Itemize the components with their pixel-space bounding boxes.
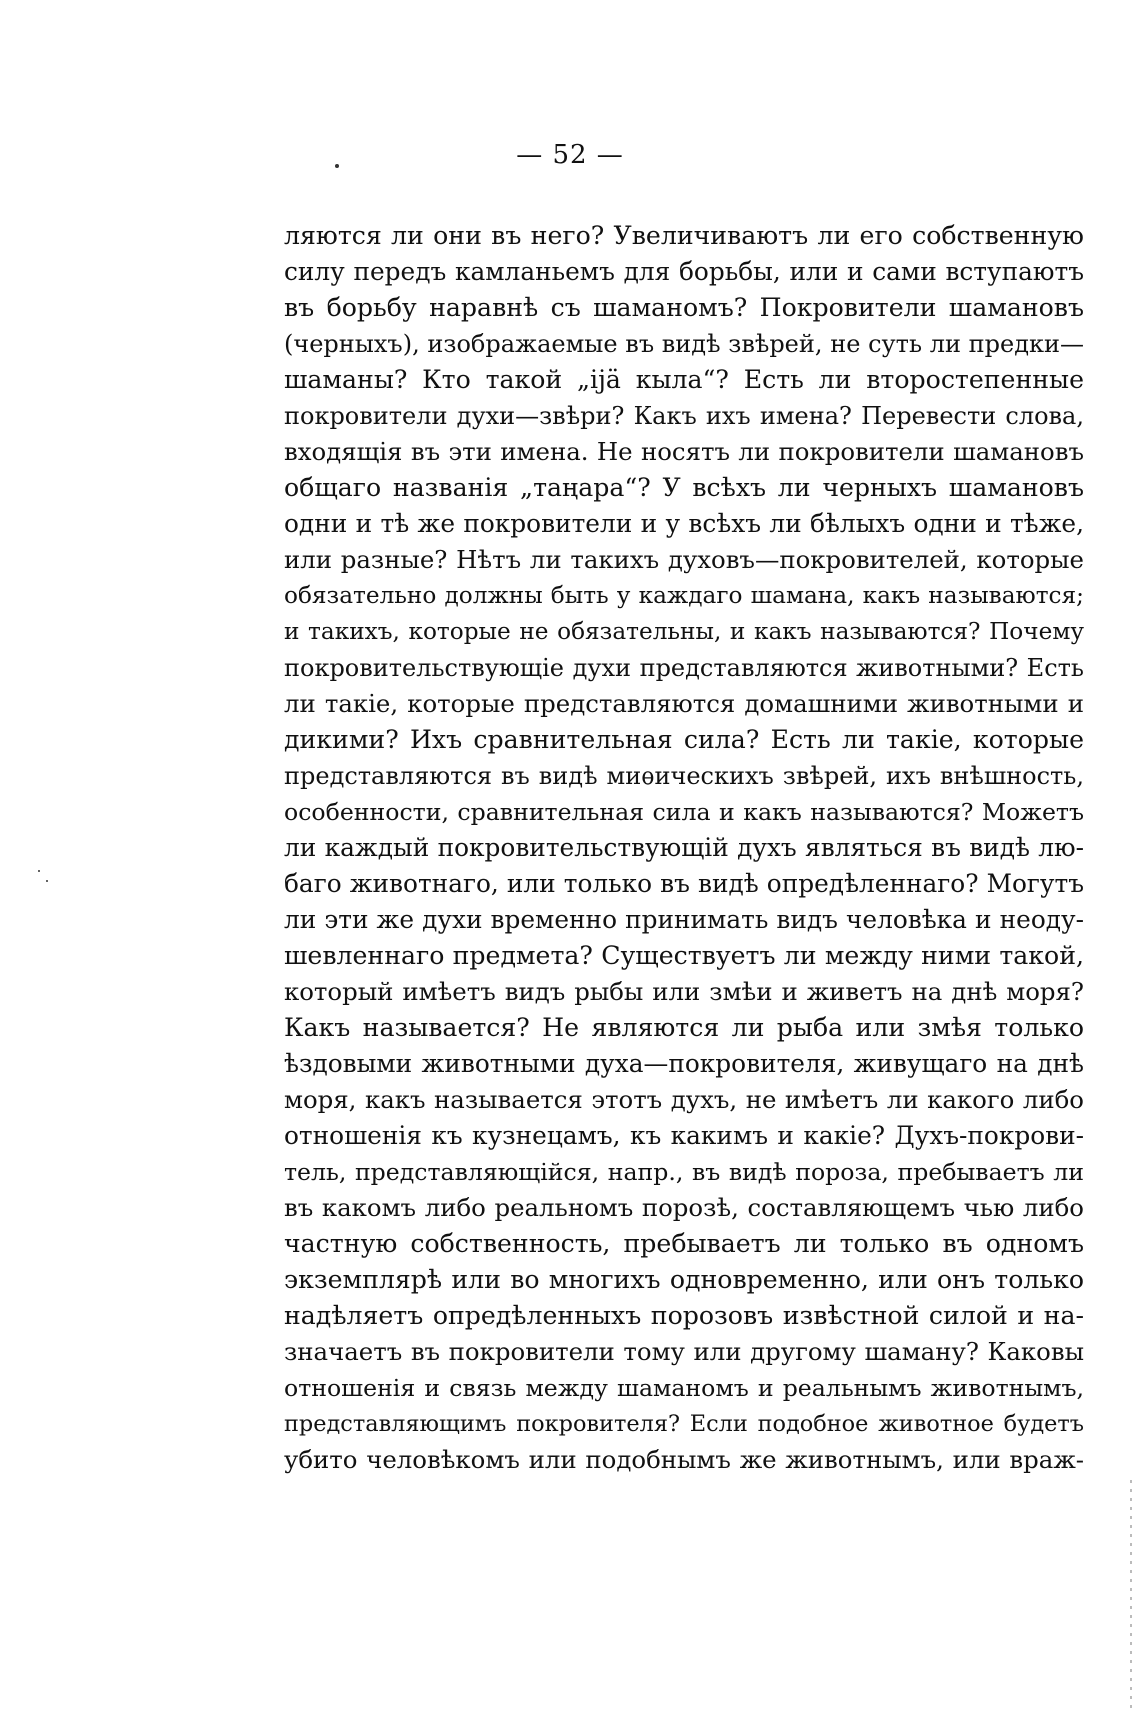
- text-line: тель, представляющійся, напр., въ видѣ пороза, пребываетъ ли: [284, 1158, 1084, 1186]
- body-text: [284, 218, 1084, 1478]
- text-line: баго животнаго, или только въ видѣ опредѣленнаго? Могутъ: [284, 869, 1084, 898]
- text-line: Какъ называется? Не являются ли рыба или змѣя только: [284, 1013, 1084, 1042]
- print-speck: [46, 880, 48, 882]
- text-line: или разные? Нѣтъ ли такихъ духовъ—покровителей, которые: [284, 545, 1084, 574]
- text-line: входящія въ эти имена. Не носятъ ли покровители шамановъ: [284, 437, 1084, 466]
- text-line: отношенія и связь между шаманомъ и реальнымъ животнымъ,: [284, 1374, 1084, 1402]
- text-line: силу передъ камланьемъ для борьбы, или и сами вступаютъ: [284, 257, 1084, 286]
- text-line: отношенія къ кузнецамъ, къ какимъ и какіе? Духъ-покрови-: [284, 1121, 1084, 1150]
- print-speck: [38, 870, 40, 872]
- text-line: общаго названія „таңара“? У всѣхъ ли черныхъ шамановъ: [284, 473, 1084, 502]
- text-line: покровительствующіе духи представляются животными? Есть: [284, 654, 1084, 682]
- text-line: ляются ли они въ него? Увеличиваютъ ли его собственную: [284, 221, 1084, 250]
- text-line: и такихъ, которые не обязательны, и какъ называются? Почему: [284, 618, 1084, 645]
- page-number: — 52 —: [516, 140, 624, 170]
- text-line: убито человѣкомъ или подобнымъ же животнымъ, или враж-: [284, 1445, 1084, 1474]
- text-line: особенности, сравнительная сила и какъ называются? Можетъ: [284, 798, 1084, 826]
- text-line: представляющимъ покровителя? Если подобное животное будетъ: [284, 1411, 1084, 1437]
- text-line: шевленнаго предмета? Существуетъ ли между ними такой,: [284, 941, 1084, 970]
- text-line: ли каждый покровительствующій духъ являться въ видѣ лю-: [284, 833, 1084, 862]
- text-line: значаетъ въ покровители тому или другому шаману? Каковы: [284, 1337, 1084, 1366]
- text-line: покровители духи—звѣри? Какъ ихъ имена? Перевести слова,: [284, 402, 1084, 430]
- text-line: ли эти же духи временно принимать видъ человѣка и неоду-: [284, 905, 1084, 934]
- text-line: въ борьбу наравнѣ съ шаманомъ? Покровители шамановъ: [284, 293, 1084, 322]
- text-line: который имѣетъ видъ рыбы или змѣи и живетъ на днѣ моря?: [284, 977, 1084, 1006]
- page-edge-marks: [1130, 1480, 1132, 1710]
- text-line: одни и тѣ же покровители и у всѣхъ ли бѣлыхъ одни и тѣже,: [284, 509, 1084, 538]
- text-line: надѣляетъ опредѣленныхъ порозовъ извѣстной силой и на-: [284, 1301, 1084, 1330]
- text-line: ли такіе, которые представляются домашними животными и: [284, 689, 1084, 718]
- text-line: шаманы? Кто такой „ijä кыла“? Есть ли второстепенные: [284, 365, 1084, 394]
- text-line: въ какомъ либо реальномъ порозѣ, составляющемъ чью либо: [284, 1193, 1084, 1222]
- text-line: моря, какъ называется этотъ духъ, не имѣетъ ли какого либо: [284, 1085, 1084, 1114]
- text-line: обязательно должны быть у каждаго шамана, какъ называются;: [284, 582, 1084, 609]
- text-line: представляются въ видѣ миѳическихъ звѣрей, ихъ внѣшность,: [284, 762, 1084, 790]
- text-line: дикими? Ихъ сравнительная сила? Есть ли такіе, которые: [284, 725, 1084, 754]
- text-line: ѣздовыми животными духа—покровителя, живущаго на днѣ: [284, 1049, 1084, 1078]
- text-line: частную собственность, пребываетъ ли только въ одномъ: [284, 1229, 1084, 1258]
- text-line: экземплярѣ или во многихъ одновременно, или онъ только: [284, 1265, 1084, 1294]
- text-line: (черныхъ), изображаемые въ видѣ звѣрей, не суть ли предки—: [284, 330, 1084, 358]
